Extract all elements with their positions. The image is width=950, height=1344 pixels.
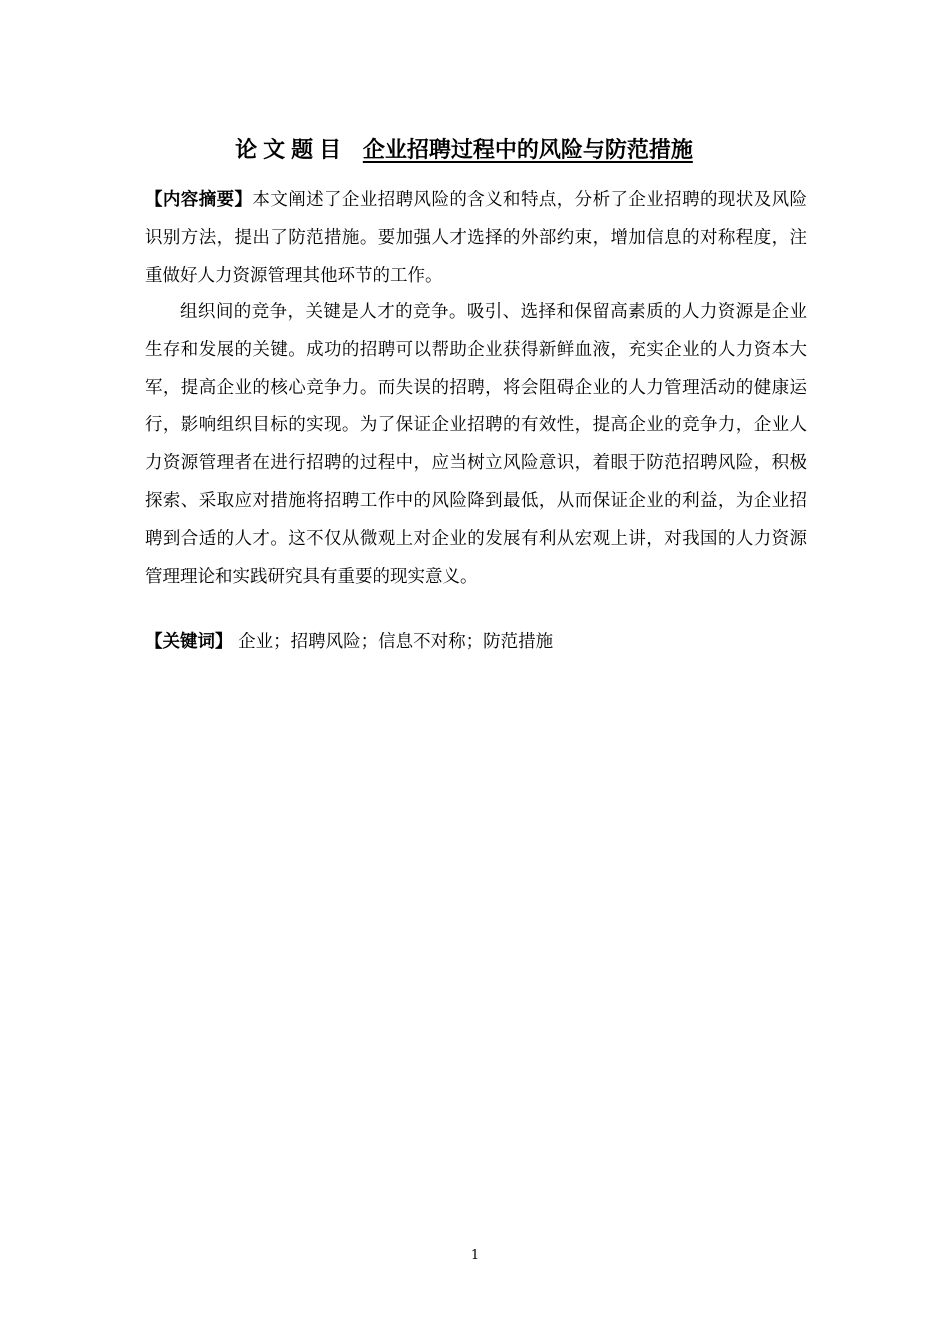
abstract-tag: 【内容摘要】 <box>145 190 253 210</box>
keywords-text: 企业；招聘风险；信息不对称；防范措施 <box>238 632 554 652</box>
abstract-text: 本文阐述了企业招聘风险的含义和特点，分析了企业招聘的现状及风险识别方法，提出了防范措施。要加强人才选择的外部约束，增加信息的对称程度，注重做好人力资源管理其他环节的工作。 <box>145 190 808 286</box>
page-number: 1 <box>470 1248 480 1263</box>
abstract-paragraph <box>145 182 807 295</box>
paper-title-label: 论文题目 <box>235 138 348 163</box>
keywords-section <box>145 624 807 662</box>
abstract-section <box>145 182 807 295</box>
keywords-paragraph <box>145 624 807 662</box>
keywords-tag: 【关键词】 <box>145 632 233 652</box>
paper-title-text: 企业招聘过程中的风险与防范措施 <box>362 138 693 163</box>
paper-title <box>0 136 950 166</box>
body-paragraph: 组织间的竞争，关键是人才的竞争。吸引、选择和保留高素质的人力资源是企业生存和发展的关键。成功的招聘可以帮助企业获得新鲜血液，充实企业的人力资本大军，提高企业的核心竞争力。而失误的招聘，将会阻碍企业的人力管理活动的健康运行，影响组织目标的实现。为了保证企业招聘的有效性，提高企业的竞争力，企业人力资源管理者在进行招聘的过程中，应当树立风险意识，着眼于防范招聘风险，积极探索、采取应对措施将招聘工作中的风险降到最低，从而保证企业的利益，为企业招聘到合适的人才。这不仅从微观上对企业的发展有利从宏观上讲，对我国的人力资源管理理论和实践研究具有重要的现实意义。 <box>145 302 807 587</box>
body-section <box>145 294 807 596</box>
